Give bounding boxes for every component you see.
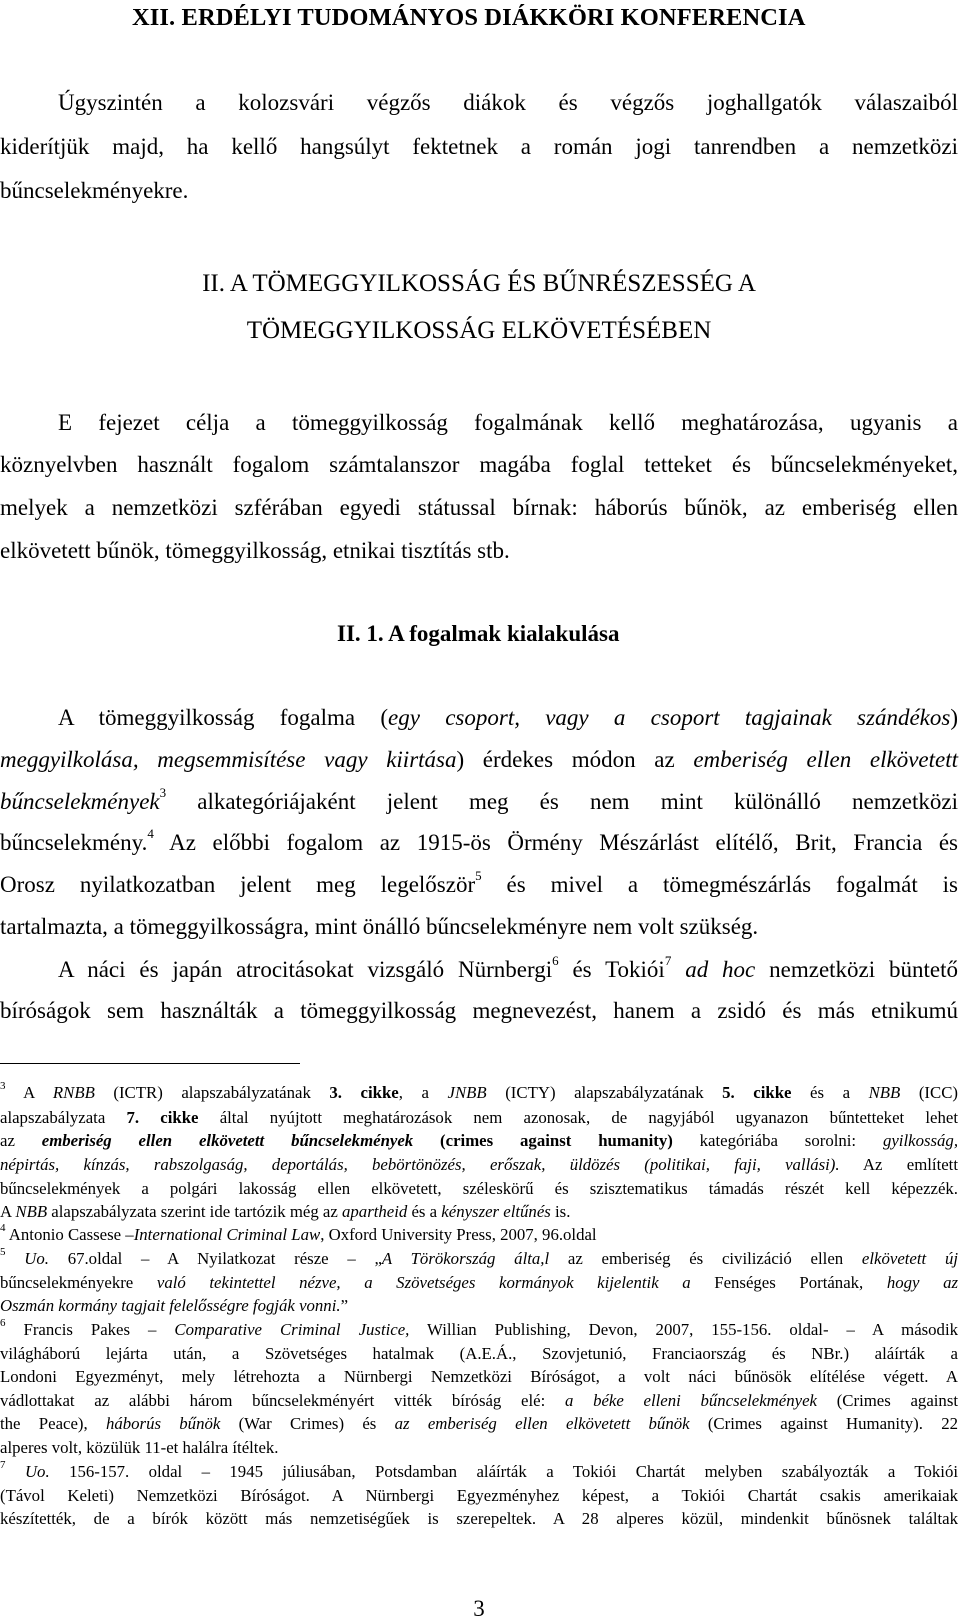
footnote-6-line-2: világháború lejárta után, a Szövetséges hatalmak (A.E.Á., Szovjetunió, Franciaország és NBr.) aláírták a [0, 1344, 958, 1363]
intro-line-1: Úgyszintén a kolozsvári végzős diákok és végzős joghallgatók válaszaiból [58, 90, 958, 115]
footnote-3-line-4: népirtás, kínzás, rabszolgaság, deportálás, bebörtönözés, erőszak, üldözés (politikai, faji, vallási). Az említett [0, 1155, 959, 1174]
footnote-3-line-2: alapszabályzata 7. cikke által nyújtott meghatározások nem azonosak, de nagyjából ugyanazon bűntetteket lehet [0, 1108, 958, 1127]
running-header: XII. ERDÉLYI TUDOMÁNYOS DIÁKKÖRI KONFERENCIA [132, 4, 806, 31]
footnote-7-line-2: (Távol Keleti) Nemzetközi Bíróságot. A Nürnbergi Egyezményhez képest, a Tokiói Chartát csakis amerikaiak [0, 1486, 958, 1505]
section-title-line-1: II. A TÖMEGGYILKOSSÁG ÉS BŰNRÉSZESSÉG A [202, 270, 756, 297]
section-para-line-3: melyek a nemzetközi szférában egyedi státussal bírnak: háborús bűnök, az emberiség ellen [0, 495, 958, 520]
footnote-ref-7: 7 [664, 953, 672, 968]
footnote-5-line-2: bűncselekményekre való tekintettel nézve, a Szövetséges kormányok kijelentik a Fenséges Portának, hogy az [0, 1273, 958, 1292]
footnote-separator [0, 1063, 300, 1064]
page-number: 3 [473, 1596, 485, 1621]
p1-line-1: A tömeggyilkosság fogalma (egy csoport, vagy a csoport tagjainak szándékos) [58, 705, 958, 730]
p1-line-5: Orosz nyilatkozatban jelent meg legelőször$^5$ és mivel a tömegmészárlás fogalmát is [0, 868, 959, 897]
footnote-ref-4: 4 [147, 826, 154, 841]
p1-line-3: bűncselekmények$^3$ alkategóriájaként jelent meg és nem mint különálló nemzetközi [0, 785, 958, 814]
footnote-6-line-5: the Peace), háborús bűnök (War Crimes) és az emberiség ellen elkövetett bűnök (Crimes against Humanity). 22 [0, 1414, 958, 1433]
section-para-line-4: elkövetett bűnök, tömeggyilkosság, etnikai tisztítás stb. [0, 538, 510, 563]
footnote-7-line-1: $^7$ Uo. 156-157. oldal – 1945 júliusában, Potsdamban aláírták a Tokiói Chartát melyben szabályozták a Tokiói [0, 1459, 959, 1481]
p1-line-2: meggyilkolása, megsemmisítése vagy kiirtása) érdekes módon az emberiség ellen elkövetett [0, 747, 958, 772]
footnote-3-line-5: bűncselekmények a polgári lakosság ellen elkövetett, széleskörű és szisztematikus támadás részét kell képezzék. [0, 1179, 958, 1198]
footnote-ref-5: 5 [475, 868, 482, 883]
section-title-line-2: TÖMEGGYILKOSSÁG ELKÖVETÉSÉBEN [246, 317, 712, 344]
footnote-6-line-1: $^6$ Francis Pakes – Comparative Criminal Justice, Willian Publishing, Devon, 2007, 155-156. oldal- – A második [0, 1317, 959, 1339]
footnote-6-line-6: alperes volt, közülük 11-et halálra ítéltek. [0, 1438, 279, 1457]
subsection-title: II. 1. A fogalmak kialakulása [337, 621, 620, 646]
intro-line-2: kiderítjük majd, ha kellő hangsúlyt fektetnek a román jogi tanrendben a nemzetközi [0, 134, 958, 159]
footnote-7-line-3: készítették, de a bírók között más nemzetiségűek is szerepeltek. A 28 alperes közül, mindenkit bűnösnek találtak [0, 1509, 958, 1528]
p2-line-1: A náci és japán atrocitásokat vizsgáló Nürnbergi$^6$ és Tokiói$^7$ ad hoc nemzetközi büntető [58, 953, 958, 982]
footnote-3-line-1: $^3$ A RNBB (ICTR) alapszabályzatának 3. cikke, a JNBB (ICTY) alapszabályzatának 5. cikke és a NBB (ICC) [0, 1080, 958, 1102]
footnote-3-line-3: az emberiség ellen elkövetett bűncselekmények (crimes against humanity) kategóriába sorolni: gyilkosság, [0, 1131, 959, 1150]
p1-line-6: tartalmazta, a tömeggyilkosságra, mint önálló bűncselekményre nem volt szükség. [0, 914, 759, 939]
intro-line-3: bűncselekményekre. [0, 178, 189, 203]
section-para-line-2: köznyelvben használt fogalom számtalanszor magába foglal tetteket és bűncselekményeket, [0, 452, 958, 477]
footnote-5-line-1: $^5$ Uo. 67.oldal – A Nyilatkozat része – „A Törökország álta,l az emberiség és civilizáció ellen elkövetett új [0, 1246, 958, 1268]
p1-line-4: bűncselekmény.$^4$ Az előbbi fogalom az 1915-ös Örmény Mészárlást elítélő, Brit, Francia és [0, 826, 958, 855]
footnote-3-line-6: A NBB alapszabályzata szerint ide tartózik még az apartheid és a kényszer eltűnés is. [0, 1202, 571, 1221]
section-para-line-1: E fejezet célja a tömeggyilkosság fogalmának kellő meghatározása, ugyanis a [58, 410, 958, 435]
footnote-ref-6: 6 [552, 953, 559, 968]
footnote-5-line-3: Oszmán kormány tagjait felelősségre fogják vonni.” [0, 1296, 349, 1315]
footnote-4: $^4$ Antonio Cassese –International Criminal Law, Oxford University Press, 2007, 96.oldal [0, 1222, 597, 1244]
p2-line-2: bíróságok sem használták a tömeggyilkosság megnevezést, hanem a zsidó és más etnikumú [0, 998, 958, 1023]
footnote-ref-3: 3 [159, 785, 167, 800]
footnote-6-line-3: Londoni Egyezményt, mely létrehozta a Nürnbergi Nemzetközi Bíróságot, a volt náci bűnösök elítélése végett. A [0, 1367, 958, 1386]
footnote-6-line-4: vádlottakat az alábbi három bűncselekményért vitték bíróság elé: a béke elleni bűncselekmények (Crimes against [0, 1391, 959, 1410]
